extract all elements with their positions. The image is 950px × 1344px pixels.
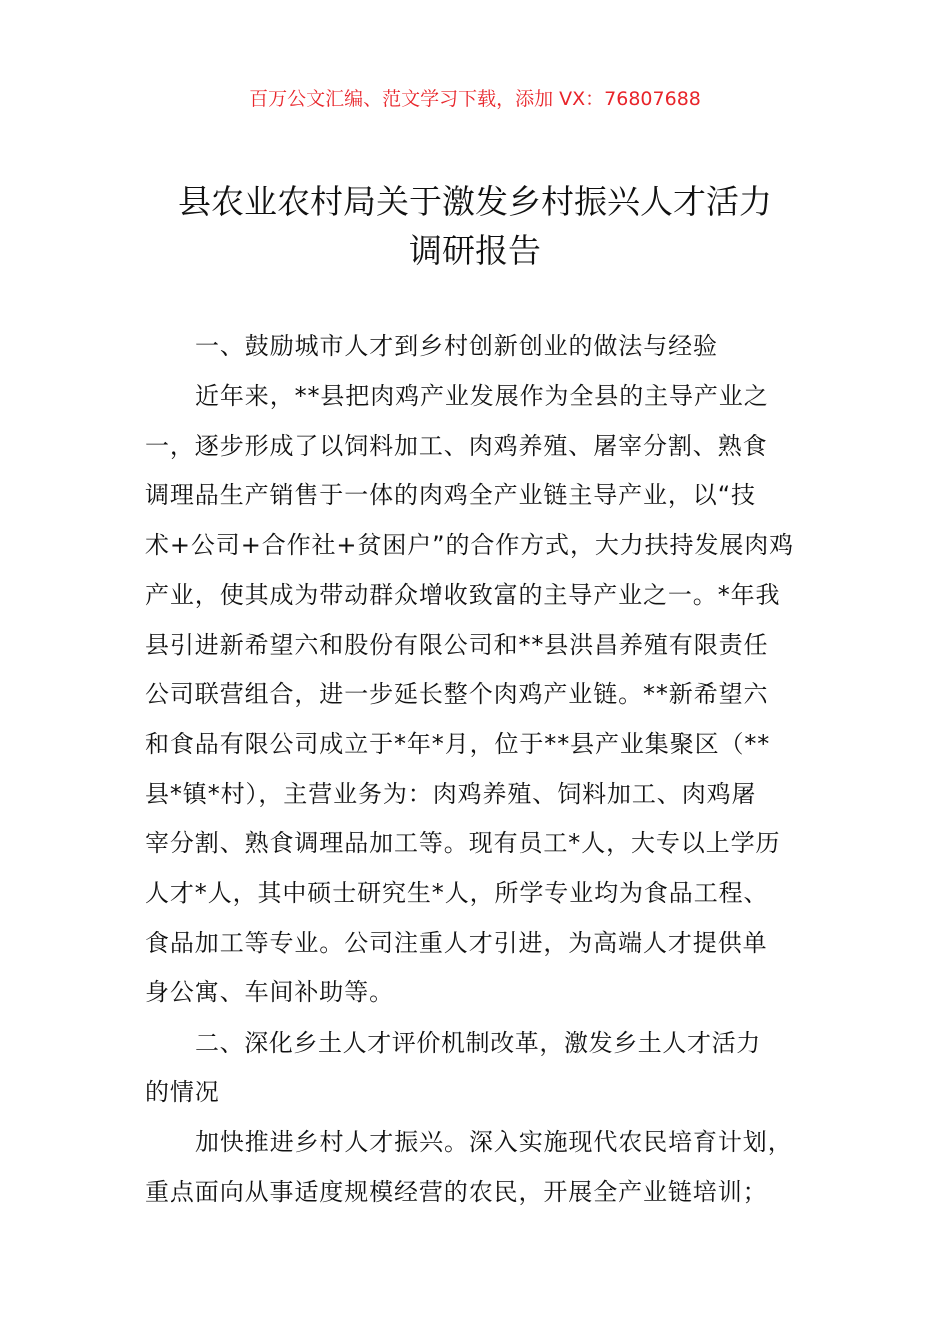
paragraph-line: 调理品生产销售于一体的肉鸡全产业链主导产业，以“技 xyxy=(145,481,756,510)
section-2-heading-line-2: 的情况 xyxy=(145,1078,220,1106)
document-title-line-2: 调研报告 xyxy=(409,231,541,270)
paragraph-line: 公司联营组合，进一步延长整个肉鸡产业链。**新希望六 xyxy=(145,680,769,709)
paragraph-line: 重点面向从事适度规模经营的农民，开展全产业链培训； xyxy=(145,1177,768,1206)
paragraph-line: 产业，使其成为带动群众增收致富的主导产业之一。*年我 xyxy=(145,580,781,609)
paragraph-line: 县*镇*村），主营业务为：肉鸡养殖、饲料加工、肉鸡屠 xyxy=(145,779,757,808)
paragraph-line: 加快推进乡村人才振兴。深入实施现代农民培育计划， xyxy=(195,1128,793,1156)
paragraph-line: 和食品有限公司成立于*年*月，位于**县产业集聚区（** xyxy=(145,729,771,758)
section-1-heading: 一、鼓励城市人才到乡村创新创业的做法与经验 xyxy=(195,332,718,360)
paragraph-line: 人才*人，其中硕士研究生*人，所学专业均为食品工程、 xyxy=(145,879,769,907)
paragraph-line: 术+公司+合作社+贫困户”的合作方式，大力扶持发展肉鸡 xyxy=(145,531,795,560)
paragraph-line: 近年来，**县把肉鸡产业发展作为全县的主导产业之 xyxy=(195,382,769,410)
section-2-heading-line-1: 二、深化乡土人才评价机制改革，激发乡土人才活力 xyxy=(195,1029,761,1057)
paragraph-line: 县引进新希望六和股份有限公司和**县洪昌养殖有限责任 xyxy=(145,630,769,659)
header-note: 百万公文汇编、范文学习下载，添加 VX：76807688 xyxy=(249,88,701,110)
paragraph-line: 宰分割、熟食调理品加工等。现有员工*人，大专以上学历 xyxy=(145,829,781,858)
paragraph-line: 食品加工等专业。公司注重人才引进，为高端人才提供单 xyxy=(145,928,768,957)
document-title-line-1: 县农业农村局关于激发乡村振兴人才活力 xyxy=(178,182,772,221)
paragraph-line: 身公寓、车间补助等。 xyxy=(145,978,394,1007)
paragraph-line: 一，逐步形成了以饲料加工、肉鸡养殖、屠宰分割、熟食 xyxy=(145,431,768,460)
